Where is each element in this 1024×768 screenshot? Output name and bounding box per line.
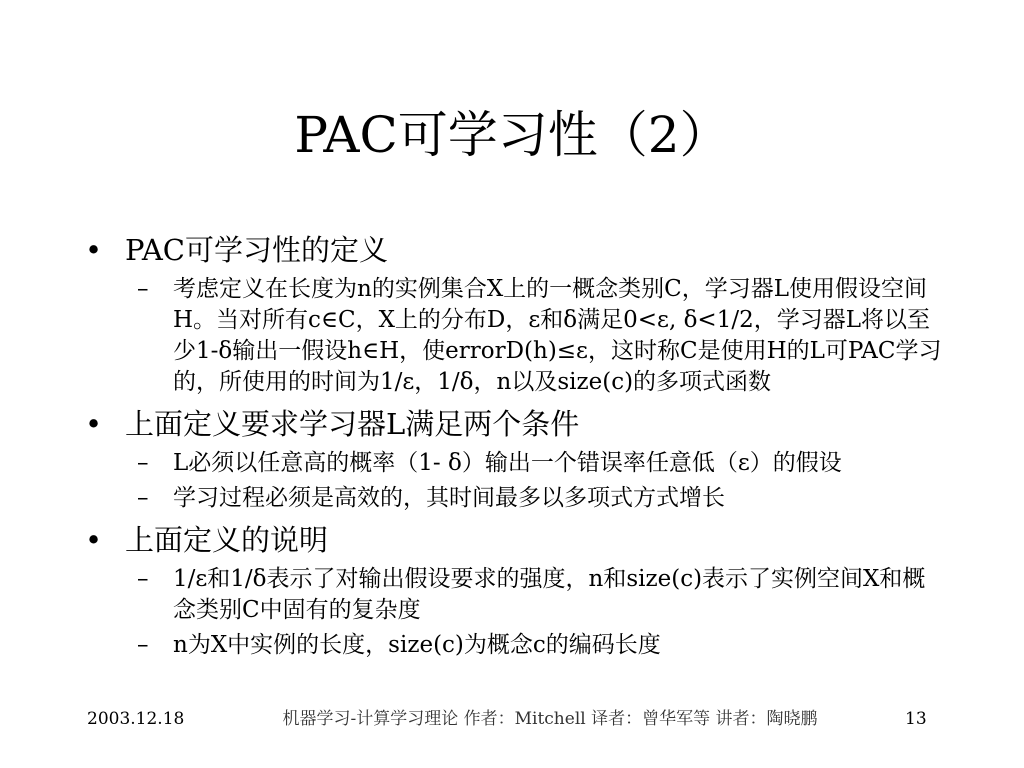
sub-bullet-text: 1/ε和1/δ表示了对输出假设要求的强度，n和size(c)表示了实例空间X和概念类别C中固有的复杂度 xyxy=(173,566,926,623)
bullet-text: 上面定义的说明 xyxy=(125,523,329,557)
dash-marker: – xyxy=(137,485,149,511)
bullet-item xyxy=(85,520,945,560)
bullet-text: PAC可学习性的定义 xyxy=(125,233,388,267)
sub-bullet-item xyxy=(137,448,945,479)
dash-marker: – xyxy=(137,632,149,658)
bullet-item xyxy=(85,230,945,270)
bullet-marker: • xyxy=(85,407,103,441)
footer-credits: 机器学习-计算学习理论 作者：Mitchell 译者：曾华军等 讲者：陶晓鹏 xyxy=(282,709,818,729)
bullet-marker: • xyxy=(85,523,103,557)
sub-bullet-item xyxy=(137,630,945,661)
sub-bullet-item xyxy=(137,564,945,626)
bullet-marker: • xyxy=(85,233,103,267)
bullet-item xyxy=(85,404,945,444)
footer-date: 2003.12.18 xyxy=(87,709,185,729)
dash-marker: – xyxy=(137,276,149,302)
sub-bullet-text: 学习过程必须是高效的，其时间最多以多项式方式增长 xyxy=(173,485,725,511)
sub-bullet-text: n为X中实例的长度，size(c)为概念c的编码长度 xyxy=(173,632,661,658)
sub-bullet-item xyxy=(137,274,945,398)
sub-bullet-text: L必须以任意高的概率（1- δ）输出一个错误率任意低（ε）的假设 xyxy=(173,450,842,476)
sub-bullet-text: 考虑定义在长度为n的实例集合X上的一概念类别C，学习器L使用假设空间H。当对所有c∈C，X上的分布D，ε和δ满足0<ε, δ<1/2，学习器L将以至少1-δ输出一假设h∈H，使errorD(h)≤ε，这时称C是使用H的L可PAC学习的，所使用的时间为1/ε，1/δ，n以及size(c)的多项式函数 xyxy=(173,276,942,395)
dash-marker: – xyxy=(137,450,149,476)
slide-title: PAC可学习性（2） xyxy=(294,106,730,164)
page-number: 13 xyxy=(905,709,927,729)
sub-bullet-item xyxy=(137,483,945,514)
slide-footer xyxy=(0,704,1024,734)
dash-marker: – xyxy=(137,566,149,592)
slide-content xyxy=(85,224,945,661)
bullet-text: 上面定义要求学习器L满足两个条件 xyxy=(125,407,580,441)
